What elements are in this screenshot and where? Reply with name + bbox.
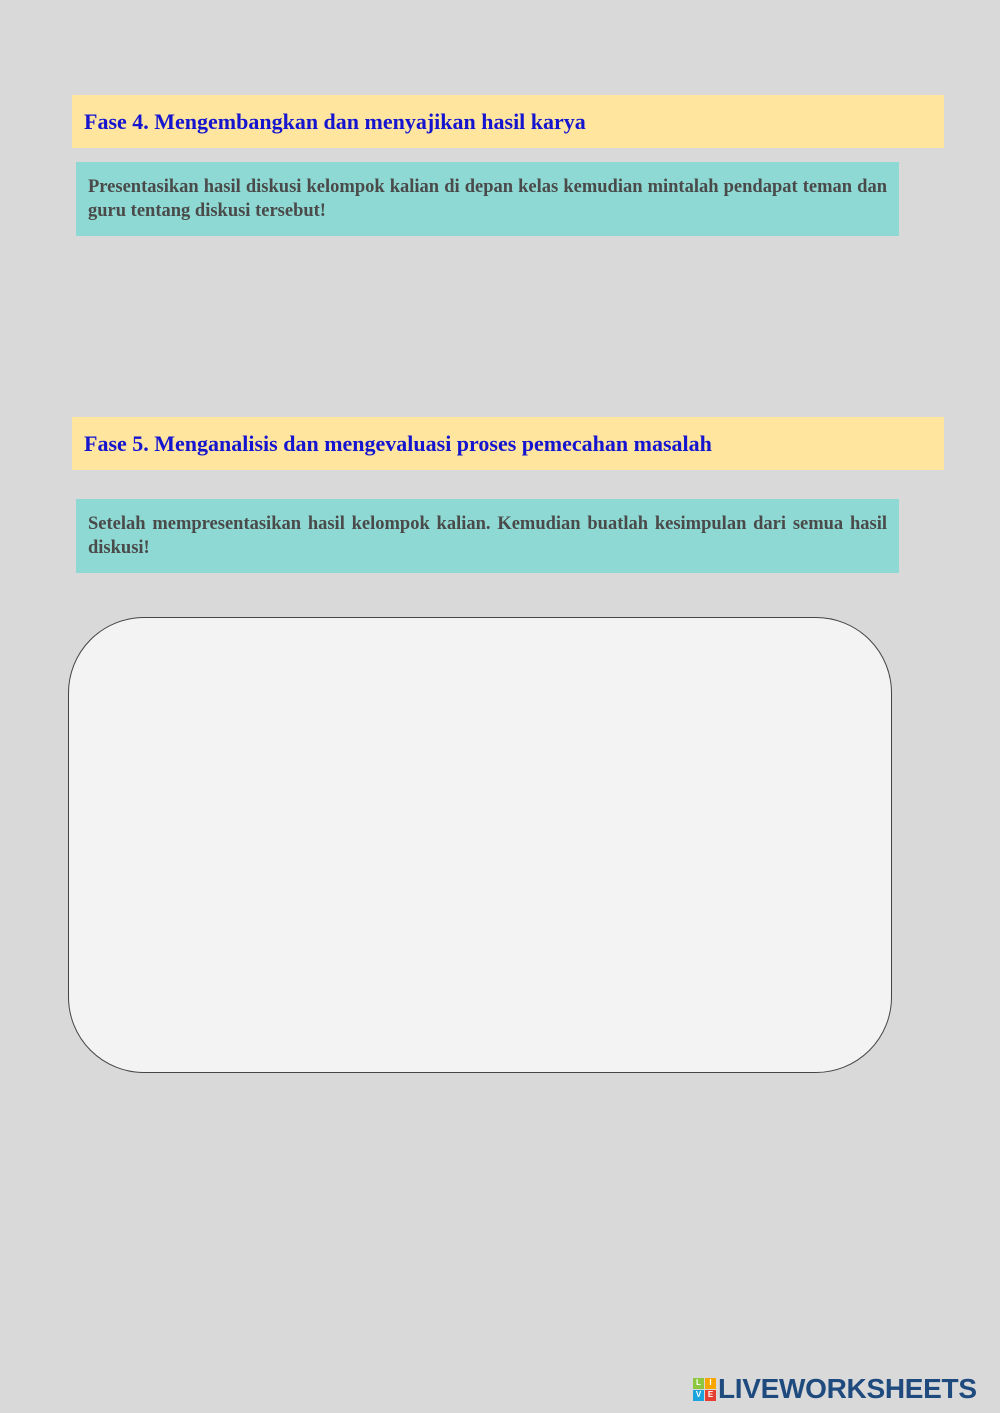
logo-mark-letter-e: E bbox=[705, 1390, 716, 1401]
phase4-instruction-box bbox=[76, 162, 899, 236]
conclusion-answer-field[interactable] bbox=[68, 617, 892, 1073]
liveworksheets-logo-mark bbox=[693, 1378, 716, 1401]
logo-mark-letter-v: V bbox=[693, 1390, 704, 1401]
logo-mark-letter-l: L bbox=[693, 1378, 704, 1389]
phase5-instruction-text: Setelah mempresentasikan hasil kelompok kalian. Kemudian buatlah kesimpulan dari semua hasil diskusi! bbox=[88, 514, 887, 558]
liveworksheets-logo bbox=[693, 1374, 977, 1404]
phase4-title: Fase 4. Mengembangkan dan menyajikan hasil karya bbox=[84, 108, 586, 134]
phase4-header bbox=[72, 95, 944, 148]
liveworksheets-logo-text: LIVEWORKSHEETS bbox=[718, 1373, 977, 1404]
phase4-instruction-text: Presentasikan hasil diskusi kelompok kalian di depan kelas kemudian mintalah pendapat teman dan guru tentang diskusi tersebut! bbox=[88, 177, 887, 221]
logo-mark-letter-i: I bbox=[705, 1378, 716, 1389]
phase5-instruction-box bbox=[76, 499, 899, 573]
phase5-header bbox=[72, 417, 944, 470]
phase5-title: Fase 5. Menganalisis dan mengevaluasi proses pemecahan masalah bbox=[84, 430, 712, 456]
